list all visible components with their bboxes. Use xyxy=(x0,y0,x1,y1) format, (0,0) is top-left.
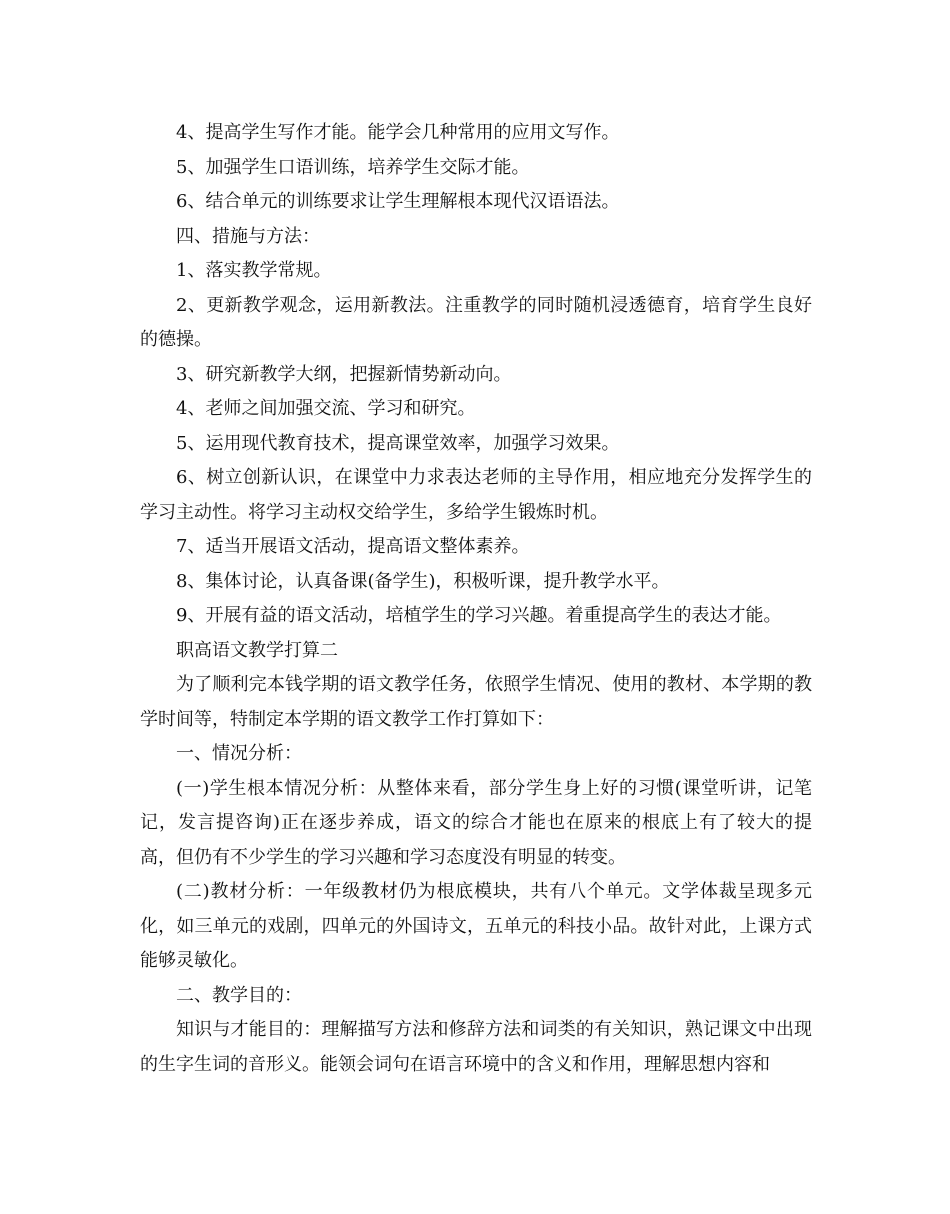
measure-item-2: 2、更新教学观念，运用新教法。注重教学的同时随机浸透德育，培育学生良好的德操。 xyxy=(140,294,812,350)
measure-item-6: 6、树立创新认识，在课堂中力求表达老师的主导作用，相应地充分发挥学生的学习主动性。将学习主动权交给学生，多给学生锻炼时机。 xyxy=(140,467,812,523)
measure-item-5: 5、运用现代教育技术，提高课堂效率，加强学习效果。 xyxy=(176,432,620,454)
measure-item-7: 7、适当开展语文活动，提高语文整体素养。 xyxy=(176,536,530,557)
knowledge-goal: 知识与才能目的：理解描写方法和修辞方法和词类的有关知识，熟记课文中出现的生字生词的音形义。能领会词句在语言环境中的含义和作用，理解思想内容和 xyxy=(140,1019,812,1075)
measure-item-4: 4、老师之间加强交流、学习和研究。 xyxy=(176,398,476,419)
section-heading-analysis: 一、情况分析： xyxy=(176,743,302,764)
document-page xyxy=(140,116,812,1082)
student-analysis: (一)学生根本情况分析：从整体来看，部分学生身上好的习惯(课堂听讲，记笔记，发言提咨询)正在逐步养成，语文的综合才能也在原来的根底上有了较大的提高，但仍有不少学生的学习兴趣和学习态度没有明显的转变。 xyxy=(140,777,812,868)
plan-two-title: 职高语文教学打算二 xyxy=(176,639,338,661)
textbook-analysis: (二)教材分析：一年级教材仍为根底模块，共有八个单元。文学体裁呈现多元化，如三单元的戏剧，四单元的外国诗文，五单元的科技小品。故针对此，上课方式能够灵敏化。 xyxy=(140,881,812,971)
paragraph-item-4: 4、提高学生写作才能。能学会几种常用的应用文写作。 xyxy=(176,122,620,143)
measure-item-9: 9、开展有益的语文活动，培植学生的学习兴趣。着重提高学生的表达才能。 xyxy=(176,605,782,626)
section-heading-measures: 四、措施与方法： xyxy=(176,225,320,247)
section-heading-goals: 二、教学目的： xyxy=(176,984,302,1006)
plan-two-intro: 为了顺利完本钱学期的语文教学任务，依照学生情况、使用的教材、本学期的教学时间等，特制定本学期的语文教学工作打算如下： xyxy=(140,674,812,730)
measure-item-8: 8、集体讨论，认真备课(备学生)，积极听课，提升教学水平。 xyxy=(176,570,670,592)
paragraph-item-5: 5、加强学生口语训练，培养学生交际才能。 xyxy=(176,156,530,178)
measure-item-1: 1、落实教学常规。 xyxy=(176,260,332,281)
paragraph-item-6: 6、结合单元的训练要求让学生理解根本现代汉语语法。 xyxy=(176,191,620,212)
measure-item-3: 3、研究新教学大纲，把握新情势新动向。 xyxy=(176,363,512,385)
